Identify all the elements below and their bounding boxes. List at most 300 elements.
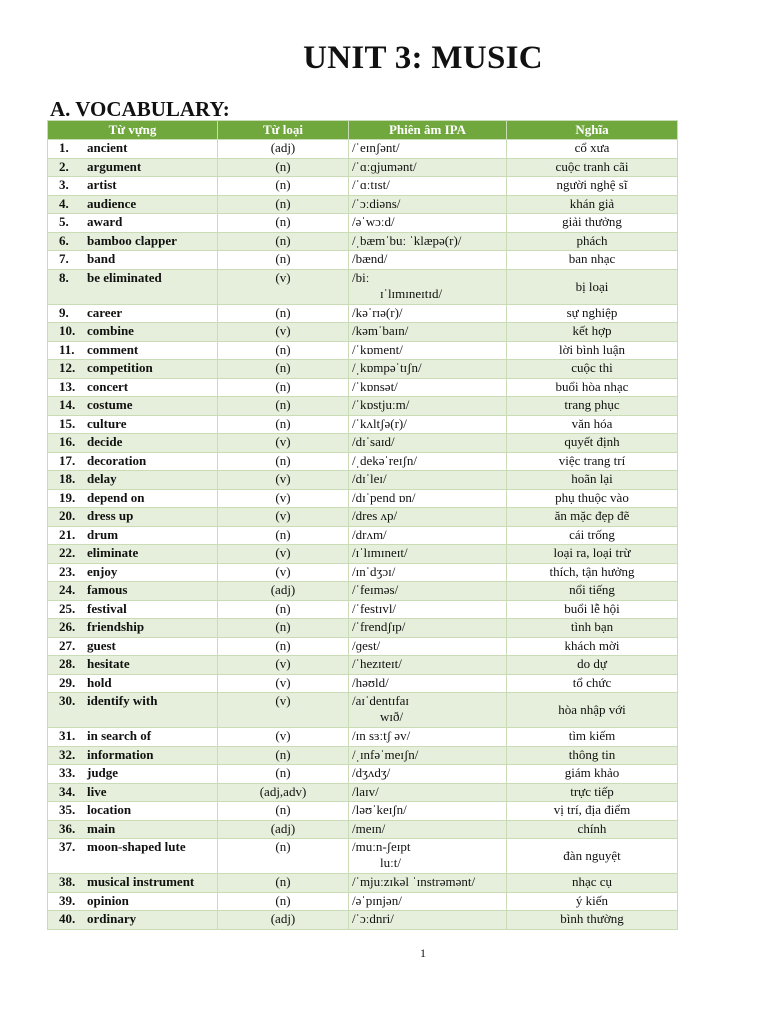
vocab-word-cell — [48, 911, 218, 930]
word-type: (adj,adv) — [218, 783, 349, 802]
table-row — [48, 251, 678, 270]
ipa-cell — [349, 526, 507, 545]
word-type: (n) — [218, 251, 349, 270]
row-number: 33. — [59, 765, 76, 780]
meaning: tình bạn — [507, 619, 678, 638]
row-number: 37. — [59, 839, 76, 854]
ipa-cell — [349, 656, 507, 675]
ipa-cell — [349, 232, 507, 251]
ipa-text: /dɪˈpend ɒn/ — [352, 489, 416, 505]
word-type: (n) — [218, 415, 349, 434]
vocab-word-cell — [48, 783, 218, 802]
ipa-cell — [349, 582, 507, 601]
meaning: tìm kiếm — [507, 728, 678, 747]
meaning: quyết định — [507, 434, 678, 453]
word-type: (n) — [218, 892, 349, 911]
table-row — [48, 911, 678, 930]
word-type: (n) — [218, 746, 349, 765]
meaning: cổ xưa — [507, 140, 678, 159]
row-number: 23. — [59, 563, 76, 579]
meaning: cuộc tranh cãi — [507, 158, 678, 177]
meaning: giám khảo — [507, 765, 678, 784]
table-row — [48, 415, 678, 434]
word-type: (n) — [218, 839, 349, 874]
row-number: 25. — [59, 600, 76, 616]
word-type: (n) — [218, 874, 349, 893]
meaning: chính — [507, 820, 678, 839]
ipa-text: /ˈɔːdnri/ — [352, 911, 394, 926]
word-type: (n) — [218, 341, 349, 360]
vocab-word-cell — [48, 508, 218, 527]
ipa-cell — [349, 619, 507, 638]
ipa-text: /ˈfrendʃɪp/ — [352, 619, 406, 634]
ipa-cell — [349, 269, 507, 304]
ipa-cell — [349, 802, 507, 821]
vocab-word-cell — [48, 140, 218, 159]
table-row — [48, 874, 678, 893]
vocab-word-cell — [48, 177, 218, 196]
word-type: (v) — [218, 563, 349, 582]
ipa-cell — [349, 728, 507, 747]
word-type: (adj) — [218, 820, 349, 839]
row-number: 2. — [59, 158, 69, 174]
header-meaning: Nghĩa — [507, 121, 678, 140]
vocab-word-cell — [48, 637, 218, 656]
word-type: (v) — [218, 545, 349, 564]
vocab-word: festival — [87, 600, 127, 616]
row-number: 13. — [59, 378, 76, 394]
vocab-word-cell — [48, 304, 218, 323]
vocab-word: guest — [87, 637, 116, 653]
ipa-text: /ˈkɒstjuːm/ — [352, 397, 410, 412]
ipa-cell — [349, 820, 507, 839]
word-type: (n) — [218, 195, 349, 214]
table-row — [48, 378, 678, 397]
table-row — [48, 765, 678, 784]
ipa-cell — [349, 397, 507, 416]
ipa-cell — [349, 637, 507, 656]
vocab-word: culture — [87, 415, 127, 431]
ipa-cell — [349, 158, 507, 177]
vocab-word: argument — [87, 158, 142, 174]
meaning: bình thường — [507, 911, 678, 930]
vocab-word-cell — [48, 360, 218, 379]
ipa-text: /əˈpɪnjən/ — [352, 892, 402, 908]
ipa-text: /həʊld/ — [352, 674, 389, 690]
word-type: (v) — [218, 693, 349, 728]
vocab-word-cell — [48, 619, 218, 638]
word-type: (n) — [218, 214, 349, 233]
vocab-word: award — [87, 214, 123, 229]
ipa-cell — [349, 489, 507, 508]
vocab-word-cell — [48, 802, 218, 821]
word-type: (n) — [218, 177, 349, 196]
word-type: (v) — [218, 323, 349, 342]
vocab-word: identify with — [87, 693, 158, 708]
vocab-word-cell — [48, 323, 218, 342]
vocab-word-cell — [48, 765, 218, 784]
vocab-word: bamboo clapper — [87, 232, 177, 248]
vocab-word: costume — [87, 397, 133, 412]
vocab-word: hold — [87, 674, 112, 690]
table-row — [48, 214, 678, 233]
vocab-word: band — [87, 251, 116, 266]
vocab-word: in search of — [87, 728, 152, 743]
word-type: (n) — [218, 158, 349, 177]
page-number: 1 — [420, 946, 426, 960]
meaning: sự nghiệp — [507, 304, 678, 323]
ipa-text-continued: ɪˈlɪmɪneɪtɪd/ — [380, 285, 443, 301]
ipa-cell — [349, 471, 507, 490]
vocab-word-cell — [48, 839, 218, 874]
vocab-word: main — [87, 820, 116, 836]
row-number: 22. — [59, 545, 76, 560]
meaning: khán giả — [507, 195, 678, 214]
meaning: đàn nguyệt — [507, 839, 678, 874]
ipa-cell — [349, 563, 507, 582]
table-row — [48, 802, 678, 821]
ipa-cell — [349, 251, 507, 270]
table-row — [48, 269, 678, 304]
vocab-word-cell — [48, 489, 218, 508]
vocab-word-cell — [48, 158, 218, 177]
row-number: 28. — [59, 656, 76, 671]
ipa-cell — [349, 195, 507, 214]
ipa-cell — [349, 765, 507, 784]
meaning: phách — [507, 232, 678, 251]
ipa-text-continued: wɪð/ — [380, 709, 404, 724]
row-number: 9. — [59, 304, 69, 320]
vocab-word-cell — [48, 563, 218, 582]
row-number: 17. — [59, 452, 76, 468]
meaning: nhạc cụ — [507, 874, 678, 893]
meaning: ý kiến — [507, 892, 678, 911]
row-number: 34. — [59, 783, 76, 799]
meaning: nổi tiếng — [507, 582, 678, 601]
row-number: 24. — [59, 582, 76, 597]
table-row — [48, 839, 678, 874]
word-type: (n) — [218, 619, 349, 638]
ipa-cell — [349, 341, 507, 360]
word-type: (adj) — [218, 140, 349, 159]
vocab-word: delay — [87, 471, 117, 486]
row-number: 31. — [59, 728, 76, 743]
vocab-word: moon-shaped lute — [87, 839, 186, 854]
word-type: (n) — [218, 397, 349, 416]
ipa-text: /ˈfeɪməs/ — [352, 582, 399, 597]
ipa-cell — [349, 600, 507, 619]
row-number: 10. — [59, 323, 76, 338]
ipa-text: /meɪn/ — [352, 820, 386, 836]
meaning: ban nhạc — [507, 251, 678, 270]
ipa-cell — [349, 783, 507, 802]
word-type: (n) — [218, 802, 349, 821]
word-type: (n) — [218, 452, 349, 471]
vocab-word: combine — [87, 323, 134, 338]
vocab-word-cell — [48, 820, 218, 839]
meaning: lời bình luận — [507, 341, 678, 360]
vocab-word: decoration — [87, 452, 147, 468]
table-row — [48, 452, 678, 471]
vocab-word-cell — [48, 397, 218, 416]
vocab-word: ancient — [87, 140, 128, 155]
ipa-text: /muːn-ʃeɪpt — [352, 839, 411, 854]
word-type: (n) — [218, 378, 349, 397]
vocab-word-cell — [48, 656, 218, 675]
ipa-text: /ɪˈlɪmɪneɪt/ — [352, 545, 408, 560]
vocab-word: eliminate — [87, 545, 139, 560]
table-row — [48, 783, 678, 802]
row-number: 5. — [59, 214, 69, 229]
meaning: giải thưởng — [507, 214, 678, 233]
ipa-text: /ˈhezɪteɪt/ — [352, 656, 402, 671]
vocab-word-cell — [48, 582, 218, 601]
meaning: cuộc thi — [507, 360, 678, 379]
ipa-text: /bænd/ — [352, 251, 388, 266]
word-type: (v) — [218, 489, 349, 508]
vocabulary-table — [47, 120, 678, 930]
table-row — [48, 674, 678, 693]
ipa-cell — [349, 140, 507, 159]
row-number: 7. — [59, 251, 69, 266]
ipa-text: /ˈɑːɡjumənt/ — [352, 158, 417, 174]
ipa-cell — [349, 674, 507, 693]
vocab-word: depend on — [87, 489, 145, 505]
page-title: UNIT 3: MUSIC — [303, 40, 543, 76]
vocab-word-cell — [48, 545, 218, 564]
table-row — [48, 177, 678, 196]
vocab-word-cell — [48, 600, 218, 619]
vocab-word-cell — [48, 874, 218, 893]
vocab-word-cell — [48, 232, 218, 251]
table-row — [48, 360, 678, 379]
ipa-text: /biː — [352, 269, 370, 285]
table-row — [48, 232, 678, 251]
vocab-word-cell — [48, 526, 218, 545]
vocab-word: drum — [87, 526, 119, 542]
table-row — [48, 397, 678, 416]
ipa-text: /ˌdekəˈreɪʃn/ — [352, 452, 417, 468]
ipa-text: /ɡest/ — [352, 637, 381, 653]
meaning: hoãn lại — [507, 471, 678, 490]
word-type: (adj) — [218, 911, 349, 930]
meaning: kết hợp — [507, 323, 678, 342]
ipa-cell — [349, 693, 507, 728]
ipa-text: /ˌɪnfəˈmeɪʃn/ — [352, 746, 419, 762]
ipa-text: /ˌbæmˈbuː ˈklæpə(r)/ — [352, 232, 462, 248]
row-number: 30. — [59, 693, 76, 708]
ipa-text: /kəmˈbaɪn/ — [352, 323, 409, 338]
ipa-text: /drʌm/ — [352, 526, 387, 542]
meaning: trực tiếp — [507, 783, 678, 802]
ipa-text: /ˌkɒmpəˈtɪʃn/ — [352, 360, 422, 375]
vocab-word: location — [87, 802, 132, 817]
table-row — [48, 728, 678, 747]
ipa-cell — [349, 508, 507, 527]
ipa-text: /laɪv/ — [352, 783, 379, 799]
ipa-text: /ˈkɒment/ — [352, 341, 403, 357]
vocab-word-cell — [48, 378, 218, 397]
ipa-cell — [349, 874, 507, 893]
table-row — [48, 304, 678, 323]
word-type: (v) — [218, 674, 349, 693]
vocab-word: information — [87, 746, 154, 762]
vocab-word-cell — [48, 434, 218, 453]
word-type: (n) — [218, 360, 349, 379]
table-row — [48, 158, 678, 177]
vocab-word: career — [87, 304, 123, 320]
ipa-cell — [349, 911, 507, 930]
ipa-cell — [349, 545, 507, 564]
meaning: thông tin — [507, 746, 678, 765]
table-row — [48, 619, 678, 638]
meaning: buổi lễ hội — [507, 600, 678, 619]
meaning: người nghệ sĩ — [507, 177, 678, 196]
ipa-text: /ˈmjuːzɪkəl ˈɪnstrəmənt/ — [352, 874, 476, 889]
table-row — [48, 746, 678, 765]
table-row — [48, 582, 678, 601]
vocab-word: competition — [87, 360, 153, 375]
header-word-type: Từ loại — [218, 121, 349, 140]
ipa-cell — [349, 323, 507, 342]
vocab-word: musical instrument — [87, 874, 195, 889]
ipa-text: /ˈkɒnsət/ — [352, 378, 398, 394]
section-heading: A. VOCABULARY: — [50, 97, 230, 121]
vocab-word: live — [87, 783, 107, 799]
vocab-word-cell — [48, 415, 218, 434]
vocab-word: concert — [87, 378, 129, 394]
word-type: (n) — [218, 526, 349, 545]
meaning: trang phục — [507, 397, 678, 416]
table-row — [48, 693, 678, 728]
meaning: vị trí, địa điểm — [507, 802, 678, 821]
row-number: 32. — [59, 746, 76, 762]
meaning: phụ thuộc vào — [507, 489, 678, 508]
ipa-text: /ˈɑːtɪst/ — [352, 177, 390, 192]
table-row — [48, 656, 678, 675]
ipa-text: /ˈeɪnʃənt/ — [352, 140, 400, 155]
meaning: việc trang trí — [507, 452, 678, 471]
word-type: (v) — [218, 269, 349, 304]
vocab-word-cell — [48, 674, 218, 693]
vocab-word: be eliminated — [87, 269, 162, 285]
table-row — [48, 195, 678, 214]
table-row — [48, 637, 678, 656]
meaning: bị loại — [507, 269, 678, 304]
table-row — [48, 563, 678, 582]
vocab-word: hesitate — [87, 656, 130, 671]
row-number: 4. — [59, 195, 69, 211]
vocab-word-cell — [48, 471, 218, 490]
row-number: 14. — [59, 397, 76, 412]
ipa-cell — [349, 892, 507, 911]
table-row — [48, 434, 678, 453]
word-type: (n) — [218, 232, 349, 251]
ipa-text: /dɪˈsaɪd/ — [352, 434, 395, 449]
ipa-cell — [349, 177, 507, 196]
ipa-text: /dʒʌdʒ/ — [352, 765, 391, 780]
row-number: 40. — [59, 911, 76, 926]
row-number: 20. — [59, 508, 76, 523]
row-number: 38. — [59, 874, 76, 889]
row-number: 35. — [59, 802, 76, 817]
row-number: 19. — [59, 489, 76, 505]
word-type: (v) — [218, 508, 349, 527]
row-number: 11. — [59, 341, 75, 357]
meaning: ăn mặc đẹp đẽ — [507, 508, 678, 527]
vocab-word-cell — [48, 452, 218, 471]
row-number: 27. — [59, 637, 76, 653]
ipa-text: /ɪn sɜːtʃ əv/ — [352, 728, 411, 743]
meaning: cái trống — [507, 526, 678, 545]
row-number: 12. — [59, 360, 76, 375]
vocab-word: ordinary — [87, 911, 137, 926]
ipa-text: /ˈɔːdiəns/ — [352, 195, 401, 211]
vocab-word: enjoy — [87, 563, 118, 579]
ipa-text-continued: luːt/ — [380, 855, 401, 870]
ipa-text: /aɪˈdentɪfaɪ — [352, 693, 410, 708]
ipa-text: /ləʊˈkeɪʃn/ — [352, 802, 407, 817]
ipa-cell — [349, 378, 507, 397]
word-type: (n) — [218, 600, 349, 619]
vocab-word-cell — [48, 341, 218, 360]
header-word: Từ vựng — [48, 121, 218, 140]
ipa-cell — [349, 304, 507, 323]
ipa-text: /dres ʌp/ — [352, 508, 398, 523]
table-row — [48, 341, 678, 360]
ipa-cell — [349, 214, 507, 233]
ipa-text: /əˈwɔːd/ — [352, 214, 395, 229]
vocab-word: judge — [87, 765, 119, 780]
ipa-cell — [349, 434, 507, 453]
table-row — [48, 526, 678, 545]
vocab-word-cell — [48, 693, 218, 728]
vocab-word-cell — [48, 728, 218, 747]
vocab-word: artist — [87, 177, 117, 192]
row-number: 18. — [59, 471, 76, 486]
row-number: 8. — [59, 269, 69, 285]
vocab-word: audience — [87, 195, 137, 211]
meaning: văn hóa — [507, 415, 678, 434]
row-number: 29. — [59, 674, 76, 690]
table-header-row — [48, 121, 678, 140]
vocab-word: famous — [87, 582, 128, 597]
table-row — [48, 323, 678, 342]
ipa-text: /dɪˈleɪ/ — [352, 471, 387, 486]
word-type: (v) — [218, 434, 349, 453]
meaning: buổi hòa nhạc — [507, 378, 678, 397]
table-row — [48, 489, 678, 508]
vocab-word: decide — [87, 434, 123, 449]
ipa-cell — [349, 746, 507, 765]
vocab-word-cell — [48, 269, 218, 304]
vocab-word-cell — [48, 195, 218, 214]
ipa-cell — [349, 452, 507, 471]
vocab-word-cell — [48, 892, 218, 911]
word-type: (v) — [218, 656, 349, 675]
ipa-text: /ˈfestɪvl/ — [352, 600, 397, 616]
vocabulary-table-body — [48, 140, 678, 930]
ipa-text: /kəˈrɪə(r)/ — [352, 304, 403, 320]
word-type: (n) — [218, 637, 349, 656]
row-number: 6. — [59, 232, 69, 248]
vocab-word-cell — [48, 251, 218, 270]
meaning: loại ra, loại trừ — [507, 545, 678, 564]
ipa-cell — [349, 415, 507, 434]
meaning: khách mời — [507, 637, 678, 656]
meaning: do dự — [507, 656, 678, 675]
meaning: tổ chức — [507, 674, 678, 693]
